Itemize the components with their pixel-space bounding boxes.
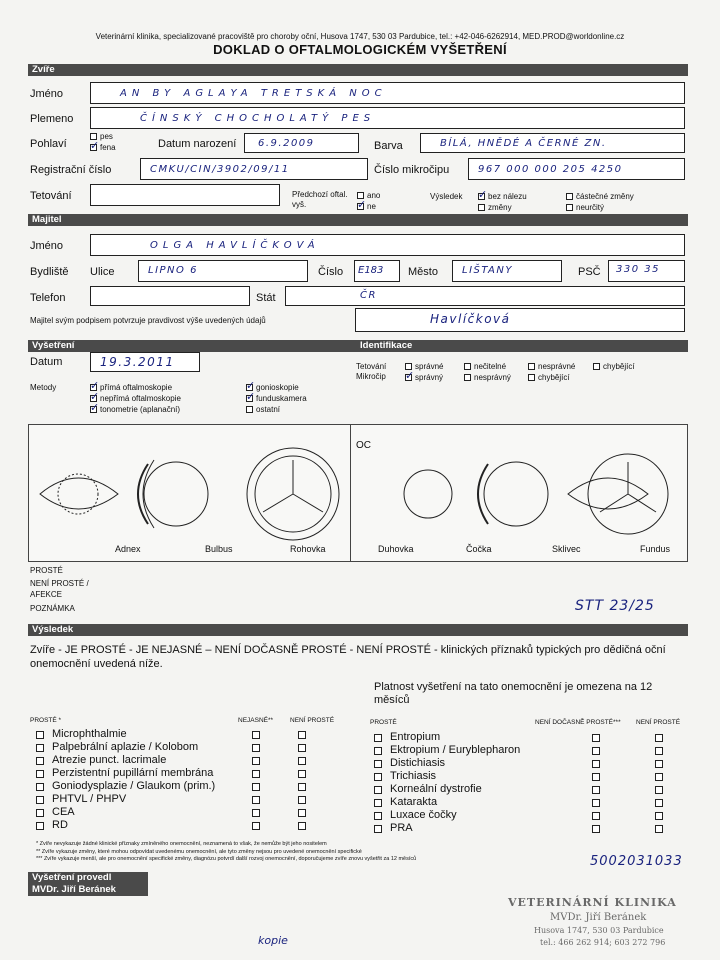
address-label: Bydliště	[30, 266, 69, 278]
right-status-checkbox-1[interactable]	[592, 747, 600, 755]
right-status-checkbox-2[interactable]	[655, 825, 663, 833]
right-status-checkbox-1[interactable]	[592, 812, 600, 820]
left-free-checkbox[interactable]	[36, 822, 44, 830]
left-status-checkbox-2[interactable]	[298, 809, 306, 817]
result-label-small: Výsledek	[430, 192, 463, 201]
bulbus-left-diagram	[144, 462, 208, 526]
state-value: ČR	[360, 290, 377, 301]
right-free-checkbox[interactable]	[374, 773, 382, 781]
tattoo-correct[interactable]: správné	[405, 362, 443, 371]
state-field[interactable]	[285, 286, 685, 306]
left-status-checkbox-1[interactable]	[252, 744, 260, 752]
right-free-checkbox[interactable]	[374, 760, 382, 768]
label-iris: Duhovka	[378, 544, 414, 554]
right-free-checkbox[interactable]	[374, 734, 382, 742]
lens-right-diagram	[484, 462, 548, 526]
id-chip-label: Mikročip	[356, 372, 386, 381]
col-free-right: PROSTÉ	[370, 719, 397, 726]
owner-name-label: Jméno	[30, 240, 64, 252]
right-disease-label: Ektropium / Euryblepharon	[390, 744, 521, 756]
left-status-checkbox-1[interactable]	[252, 796, 260, 804]
section-identification: Identifikace	[356, 340, 688, 352]
reg-number-label: Registrační číslo	[30, 164, 112, 176]
clinic-address-line: Veterinární klinika, specializované pracoviště pro choroby oční, Husova 1747, 530 03 Pardubice, tel.: +42-046-6262914, MED.PROD@worldonline.cz	[95, 32, 625, 41]
zip-label: PSČ	[578, 266, 601, 278]
footnote-1: * Zvíře nevykazuje žádné klinické příznaky zmíněného onemocnění, neznamená to však, že nemůže být jeho nositelem	[36, 841, 327, 847]
color-value: BÍLÁ, HNĚDÉ A ČERNÉ ZN.	[440, 138, 607, 149]
tattoo-wrong[interactable]: nesprávné	[528, 362, 575, 371]
right-disease-label: PRA	[390, 822, 413, 834]
exam-date-label: Datum	[30, 356, 63, 368]
left-disease-label: RD	[52, 819, 68, 831]
col-unclear: NEJASNÉ**	[238, 717, 274, 724]
certificate-number: 5002031033	[590, 854, 683, 869]
street-value: LIPNO 6	[148, 265, 198, 276]
methods-label: Metody	[30, 383, 57, 392]
zip-value: 330 35	[616, 264, 660, 275]
right-free-checkbox[interactable]	[374, 747, 382, 755]
method-funduscamera[interactable]: ✓funduskamera	[246, 394, 307, 403]
label-lens: Čočka	[466, 544, 492, 554]
adnex-right-diagram	[568, 478, 648, 509]
tattoo-missing[interactable]: chybějící	[593, 362, 635, 371]
right-free-checkbox[interactable]	[374, 799, 382, 807]
note-value: STT 23/25	[575, 598, 655, 614]
phone-label: Telefon	[30, 292, 66, 304]
left-status-checkbox-2[interactable]	[298, 783, 306, 791]
section-result: Výsledek	[28, 624, 688, 636]
left-status-checkbox-2[interactable]	[298, 757, 306, 765]
left-status-checkbox-1[interactable]	[252, 822, 260, 830]
footnote-2: ** Zvíře vykazuje změny, které mohou odpovídat uvedenému onemocnění, ale tyto změny nejsou pro uvedené onemocnění specifické	[36, 848, 362, 855]
right-disease-label: Trichiasis	[390, 770, 437, 782]
label-bulbus: Bulbus	[205, 544, 233, 554]
breed-value: ČÍNSKÝ CHOCHOLATÝ PES	[140, 113, 376, 124]
chip-missing[interactable]: chybějící	[528, 373, 570, 382]
method-tonometry[interactable]: ✓tonometrie (aplanační)	[90, 405, 180, 414]
owner-signature: Havlíčková	[430, 312, 511, 326]
tattoo-label: Tetování	[30, 190, 72, 202]
od-label: OC	[356, 440, 371, 451]
tattoo-field[interactable]	[90, 184, 280, 206]
stamp-line-4: tel.: 466 262 914; 603 272 796	[540, 938, 666, 947]
left-disease-label: CEA	[52, 806, 75, 818]
owner-name-value: OLGA HAVLÍČKOVÁ	[150, 240, 320, 251]
right-status-checkbox-2[interactable]	[655, 760, 663, 768]
section-animal: Zvíře	[28, 64, 688, 76]
chip-wrong[interactable]: nesprávný	[464, 373, 511, 382]
left-free-checkbox[interactable]	[36, 757, 44, 765]
col-not-free-left: NENÍ PROSTÉ	[290, 717, 335, 724]
prev-exam-label: Předchozí oftal. vyš.	[292, 190, 348, 209]
chip-number-value: 967 000 000 205 4250	[478, 164, 623, 175]
status-affected-label: NENÍ PROSTÉ / AFEKCE	[30, 579, 89, 599]
prev-exam-no[interactable]: ✓ne	[357, 202, 376, 211]
right-status-checkbox-1[interactable]	[592, 799, 600, 807]
method-indirect[interactable]: ✓nepřímá oftalmoskopie	[90, 394, 181, 403]
chip-correct[interactable]: ✓správný	[405, 373, 443, 382]
left-free-checkbox[interactable]	[36, 770, 44, 778]
right-status-checkbox-1[interactable]	[592, 786, 600, 794]
section-examined-by: Vyšetření provedl	[28, 872, 148, 884]
left-status-checkbox-1[interactable]	[252, 809, 260, 817]
chip-number-label: Číslo mikročipu	[374, 164, 450, 176]
left-free-checkbox[interactable]	[36, 731, 44, 739]
left-status-checkbox-2[interactable]	[298, 744, 306, 752]
left-free-checkbox[interactable]	[36, 744, 44, 752]
section-exam: Vyšetření	[28, 340, 358, 352]
col-temp-not-free: NENÍ DOČASNĚ PROSTÉ***	[535, 719, 621, 726]
right-status-checkbox-2[interactable]	[655, 786, 663, 794]
result-unknown-option[interactable]: neurčitý	[566, 203, 604, 212]
left-disease-label: PHTVL / PHPV	[52, 793, 127, 805]
left-free-checkbox[interactable]	[36, 783, 44, 791]
right-status-checkbox-1[interactable]	[592, 760, 600, 768]
right-free-checkbox[interactable]	[374, 812, 382, 820]
result-changes-option[interactable]: změny	[478, 203, 512, 212]
right-status-checkbox-1[interactable]	[592, 825, 600, 833]
left-status-checkbox-1[interactable]	[252, 757, 260, 765]
right-status-checkbox-2[interactable]	[655, 799, 663, 807]
result-partial-option[interactable]: částečné změny	[566, 192, 634, 201]
label-cornea: Rohovka	[290, 544, 326, 554]
col-free-left: PROSTÉ *	[30, 717, 62, 724]
house-number-value: E183	[358, 265, 384, 276]
id-tattoo-label: Tetování	[356, 362, 387, 371]
left-disease-label: Goniodysplazie / Glaukom (prim.)	[52, 780, 216, 792]
footnote-3: *** Zvíře vykazuje menší, ale pro onemocnění specifické změny, diagnózu potvrdí další rozvoj onemocnění, doporučujeme zvíře znovu vyšetřit za 12 měsíců	[36, 856, 417, 862]
right-status-checkbox-2[interactable]	[655, 812, 663, 820]
left-status-checkbox-2[interactable]	[298, 822, 306, 830]
left-disease-label: Perzistentní pupillární membrána	[52, 767, 214, 779]
right-status-checkbox-1[interactable]	[592, 734, 600, 742]
vet-name: MVDr. Jiří Beránek	[28, 884, 148, 896]
color-label: Barva	[374, 140, 403, 152]
right-disease-label: Korneální dystrofie	[390, 783, 482, 795]
left-disease-label: Microphthalmie	[52, 728, 127, 740]
right-status-checkbox-2[interactable]	[655, 747, 663, 755]
exam-date-value: 19.3.2011	[100, 355, 175, 369]
animal-name-value: AN BY AGLAYA TRETSKÁ NOC	[120, 88, 387, 99]
prev-exam-yes[interactable]: ano	[357, 191, 380, 200]
right-disease-label: Entropium	[390, 731, 441, 743]
left-status-checkbox-2[interactable]	[298, 770, 306, 778]
stamp-line-1: VETERINÁRNÍ KLINIKA	[508, 896, 677, 909]
label-fundus: Fundus	[640, 544, 671, 554]
footnotes	[36, 841, 596, 864]
left-free-checkbox[interactable]	[36, 809, 44, 817]
left-status-checkbox-2[interactable]	[298, 796, 306, 804]
dob-label: Datum narození	[158, 138, 237, 150]
reg-number-value: CMKU/CIN/3902/09/11	[150, 164, 290, 175]
right-status-checkbox-2[interactable]	[655, 734, 663, 742]
result-ok-option[interactable]: ✓ bez nálezu	[478, 192, 527, 201]
left-disease-label: Atrezie punct. lacrimale	[52, 754, 167, 766]
street-label: Ulice	[90, 266, 115, 278]
status-free-label: PROSTÉ	[30, 566, 63, 575]
col-not-free-right: NENÍ PROSTÉ	[636, 719, 681, 726]
note-label: POZNÁMKA	[30, 604, 75, 613]
breed-label: Plemeno	[30, 113, 74, 125]
stamp-line-2: MVDr. Jiří Beránek	[550, 912, 647, 923]
dob-value: 6.9.2009	[258, 138, 315, 149]
animal-name-label: Jméno	[30, 88, 64, 100]
section-owner: Majitel	[28, 214, 688, 226]
iris-right-diagram	[404, 470, 452, 518]
left-status-checkbox-1[interactable]	[252, 731, 260, 739]
owner-signature-field[interactable]	[355, 308, 685, 332]
right-disease-label: Distichiasis	[390, 757, 446, 769]
eye-diagrams	[28, 424, 688, 554]
right-status-checkbox-1[interactable]	[592, 773, 600, 781]
adnex-left-diagram	[40, 478, 118, 509]
sex-label: Pohlaví	[30, 138, 67, 150]
label-vitreous: Sklivec	[552, 544, 581, 554]
tattoo-unreadable[interactable]: nečitelné	[464, 362, 506, 371]
copy-note: kopie	[258, 934, 288, 947]
right-disease-label: Luxace čočky	[390, 809, 457, 821]
state-label: Stát	[256, 292, 276, 304]
sex-male-option[interactable]: pes	[90, 132, 113, 141]
method-gonioscopy[interactable]: ✓gonioskopie	[246, 383, 299, 392]
city-value: LIŠTANY	[462, 265, 513, 276]
right-status-checkbox-2[interactable]	[655, 773, 663, 781]
method-other[interactable]: ostatní	[246, 405, 280, 414]
phone-field[interactable]	[90, 286, 250, 306]
city-label: Město	[408, 266, 438, 278]
right-disease-label: Katarakta	[390, 796, 438, 808]
sex-female-option[interactable]: ✓fena	[90, 143, 116, 152]
left-status-checkbox-1[interactable]	[252, 770, 260, 778]
right-free-checkbox[interactable]	[374, 825, 382, 833]
owner-declaration: Majitel svým podpisem potvrzuje pravdivost výše uvedených údajů	[30, 316, 266, 325]
document-title: DOKLAD O OFTALMOLOGICKÉM VYŠETŘENÍ	[213, 42, 507, 57]
result-statement: Zvíře - JE PROSTÉ - JE NEJASNÉ – NENÍ DOČASNĚ PROSTÉ - NENÍ PROSTÉ - klinických příznaků typických pro dědičná oční onemocnění uvedená níže.	[30, 644, 666, 670]
stamp-line-3: Husova 1747, 530 03 Pardubice	[534, 926, 664, 935]
left-free-checkbox[interactable]	[36, 796, 44, 804]
right-free-checkbox[interactable]	[374, 786, 382, 794]
method-direct[interactable]: ✓ přímá oftalmoskopie	[90, 383, 172, 392]
left-status-checkbox-2[interactable]	[298, 731, 306, 739]
label-adnex: Adnex	[115, 544, 141, 554]
validity-note: Platnost vyšetření na tato onemocnění je omezena na 12 měsíců	[374, 681, 653, 706]
left-status-checkbox-1[interactable]	[252, 783, 260, 791]
house-number-label: Číslo	[318, 266, 344, 278]
left-disease-label: Palpebrální aplazie / Kolobom	[52, 741, 199, 753]
